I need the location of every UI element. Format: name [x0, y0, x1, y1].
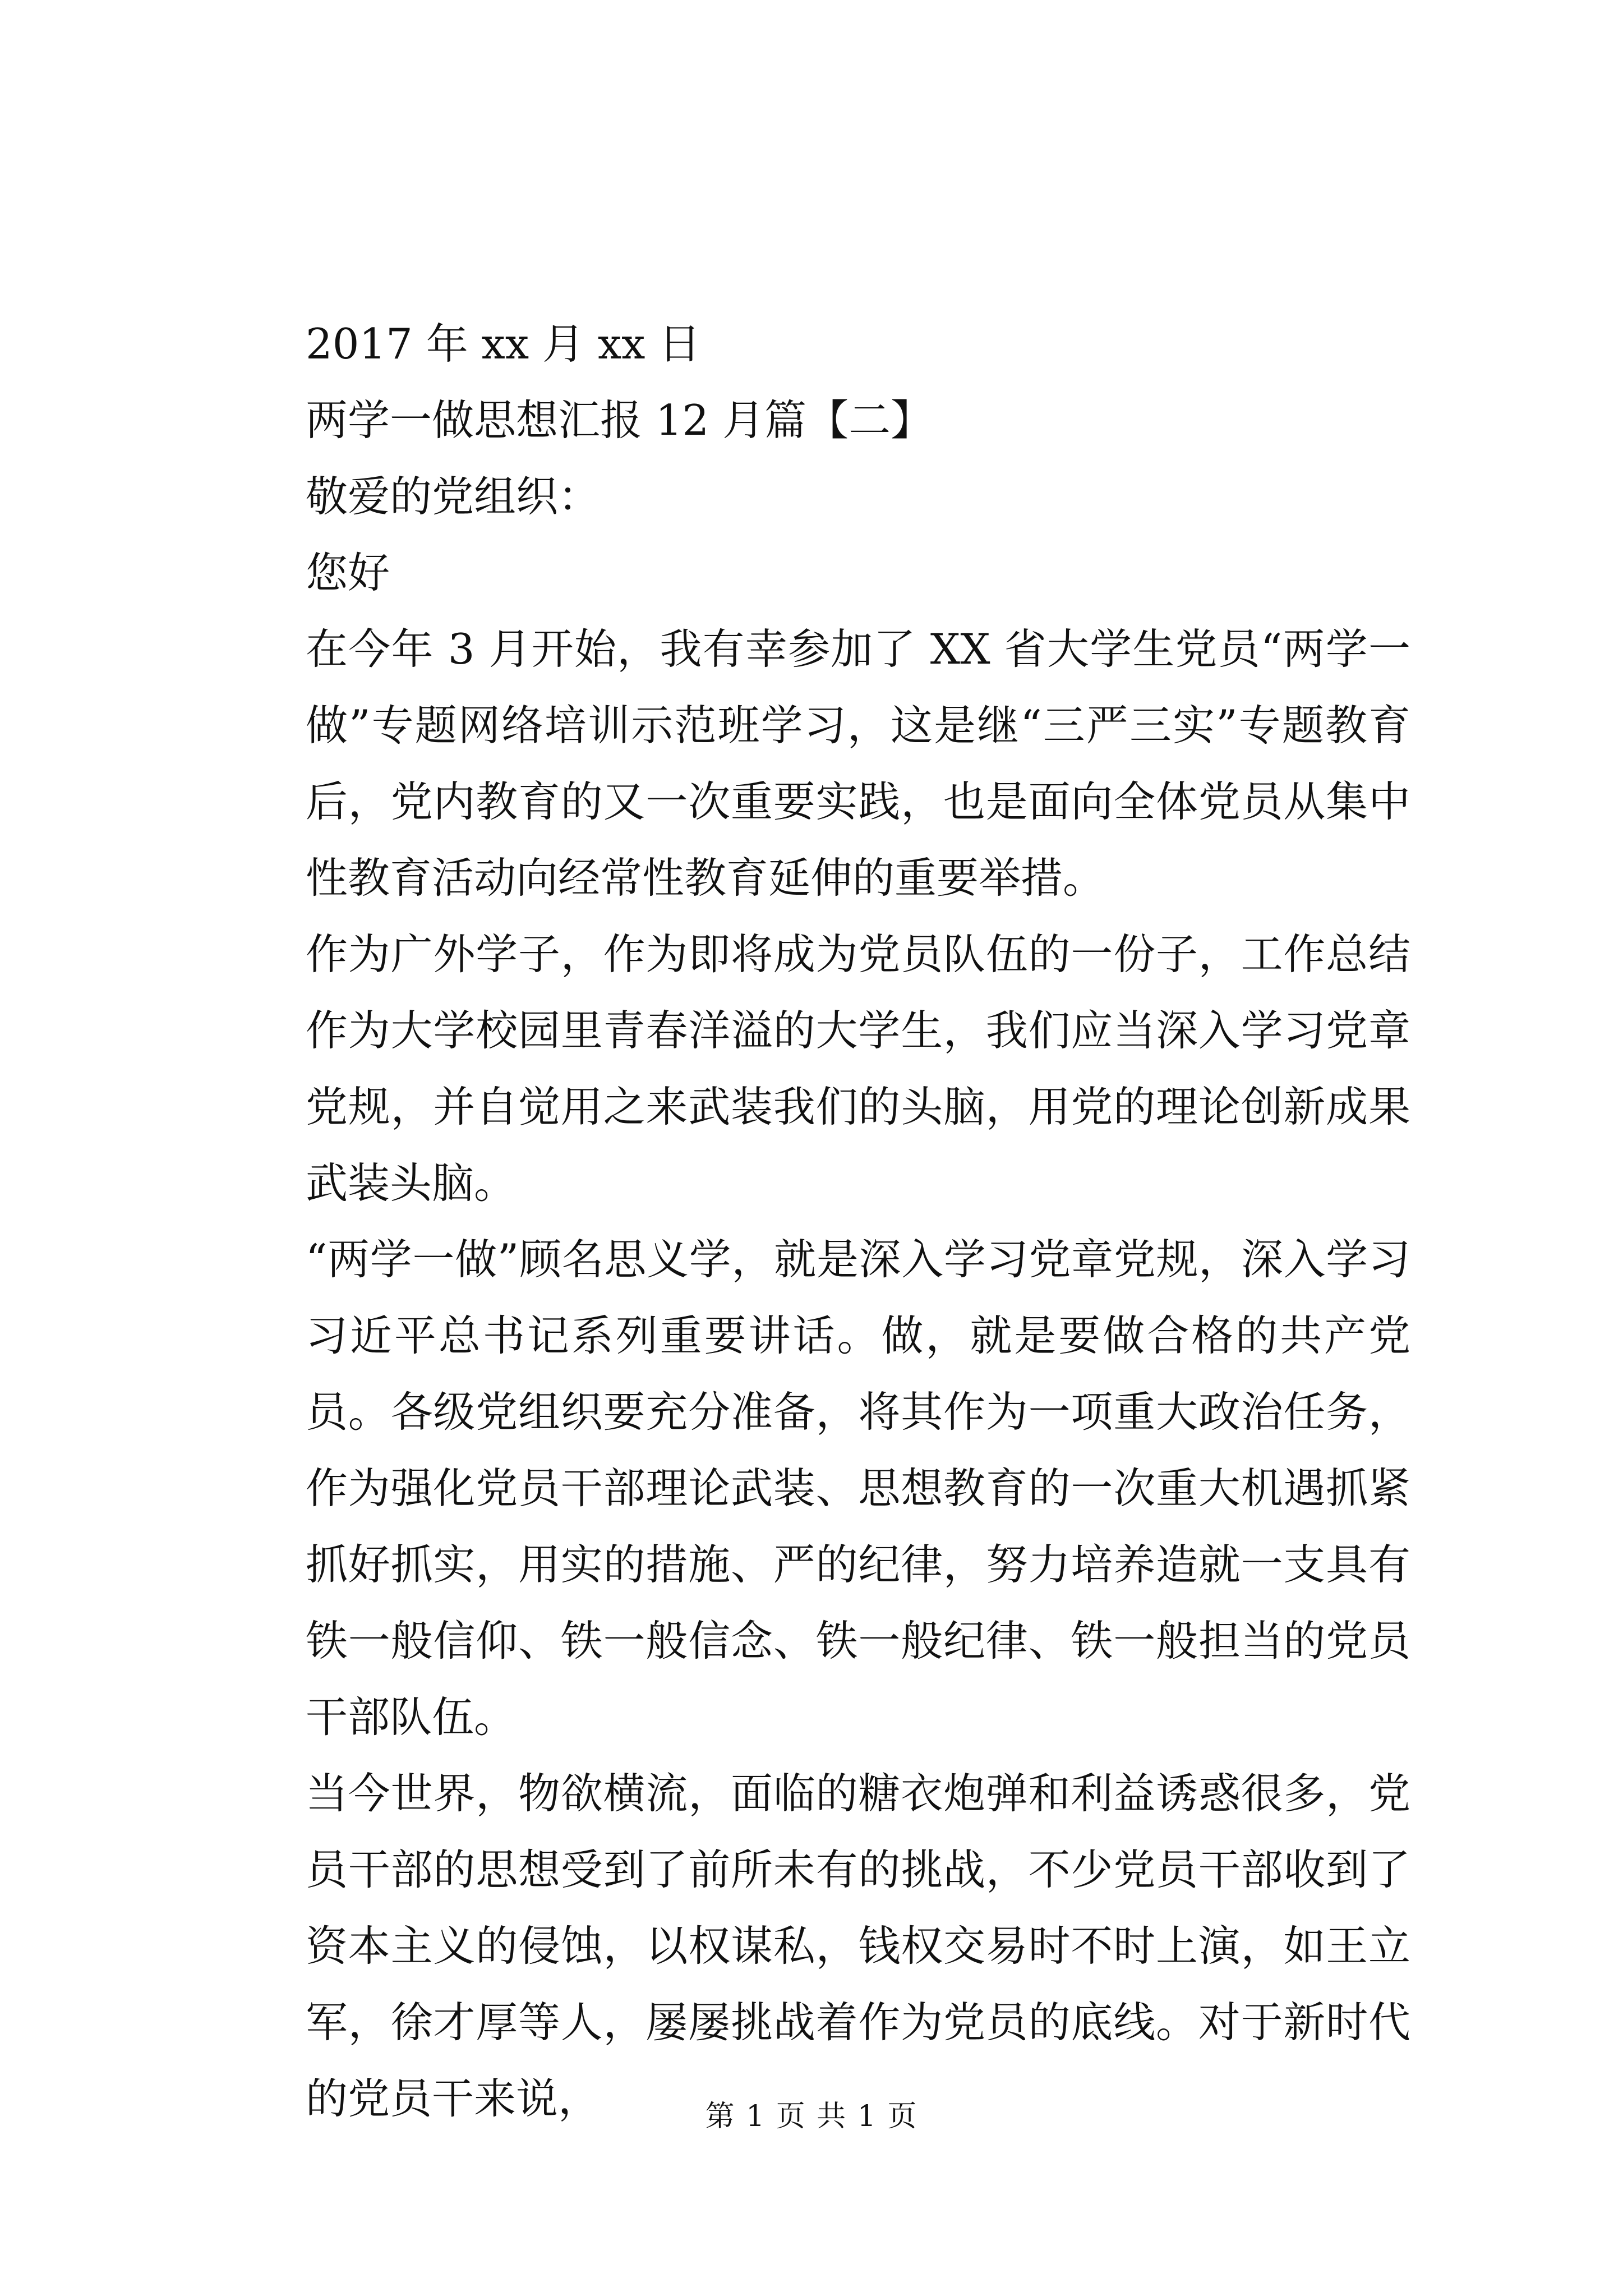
paragraph: 当今世界，物欲横流，面临的糖衣炮弹和利益诱惑很多，党员干部的思想受到了前所未有的挑战，不少党员干部收到了资本主义的侵蚀，以权谋私，钱权交易时不时上演，如王立军，徐才厚等人，屡屡挑战着作为党员的底线。对于新时代的党员干来说， — [306, 1769, 1410, 2123]
document-text — [306, 306, 1410, 2137]
greeting: 您好 — [306, 548, 390, 597]
page-indicator: 第 1 页 共 1 页 — [705, 2100, 918, 2133]
date-line: 2017 年 xx 月 xx 日 — [306, 319, 701, 369]
paragraph: “两学一做”顾名思义学，就是深入学习党章党规，深入学习习近平总书记系列重要讲话。做，就是要做合格的共产党员。各级党组织要充分准备，将其作为一项重大政治任务，作为强化党员干部理论武装、思想教育的一次重大机遇抓紧抓好抓实，用实的措施、严的纪律，努力培养造就一支具有铁一般信仰、铁一般信念、铁一般纪律、铁一般担当的党员干部队伍。 — [306, 1235, 1410, 1742]
document-title: 两学一做思想汇报 12 月篇【二】 — [306, 395, 933, 445]
paragraph: 在今年 3 月开始，我有幸参加了 XX 省大学生党员“两学一做”专题网络培训示范班学习，这是继“三严三实”专题教育后，党内教育的又一次重要实践，也是面向全体党员从集中性教育活动向经常性教育延伸的重要举措。 — [306, 624, 1410, 903]
page-footer — [0, 2097, 1623, 2136]
paragraph: 作为广外学子，作为即将成为党员队伍的一份子，工作总结作为大学校园里青春洋溢的大学生，我们应当深入学习党章党规，并自觉用之来武装我们的头脑，用党的理论创新成果武装头脑。 — [306, 930, 1410, 1208]
salutation: 敬爱的党组织： — [306, 472, 601, 521]
